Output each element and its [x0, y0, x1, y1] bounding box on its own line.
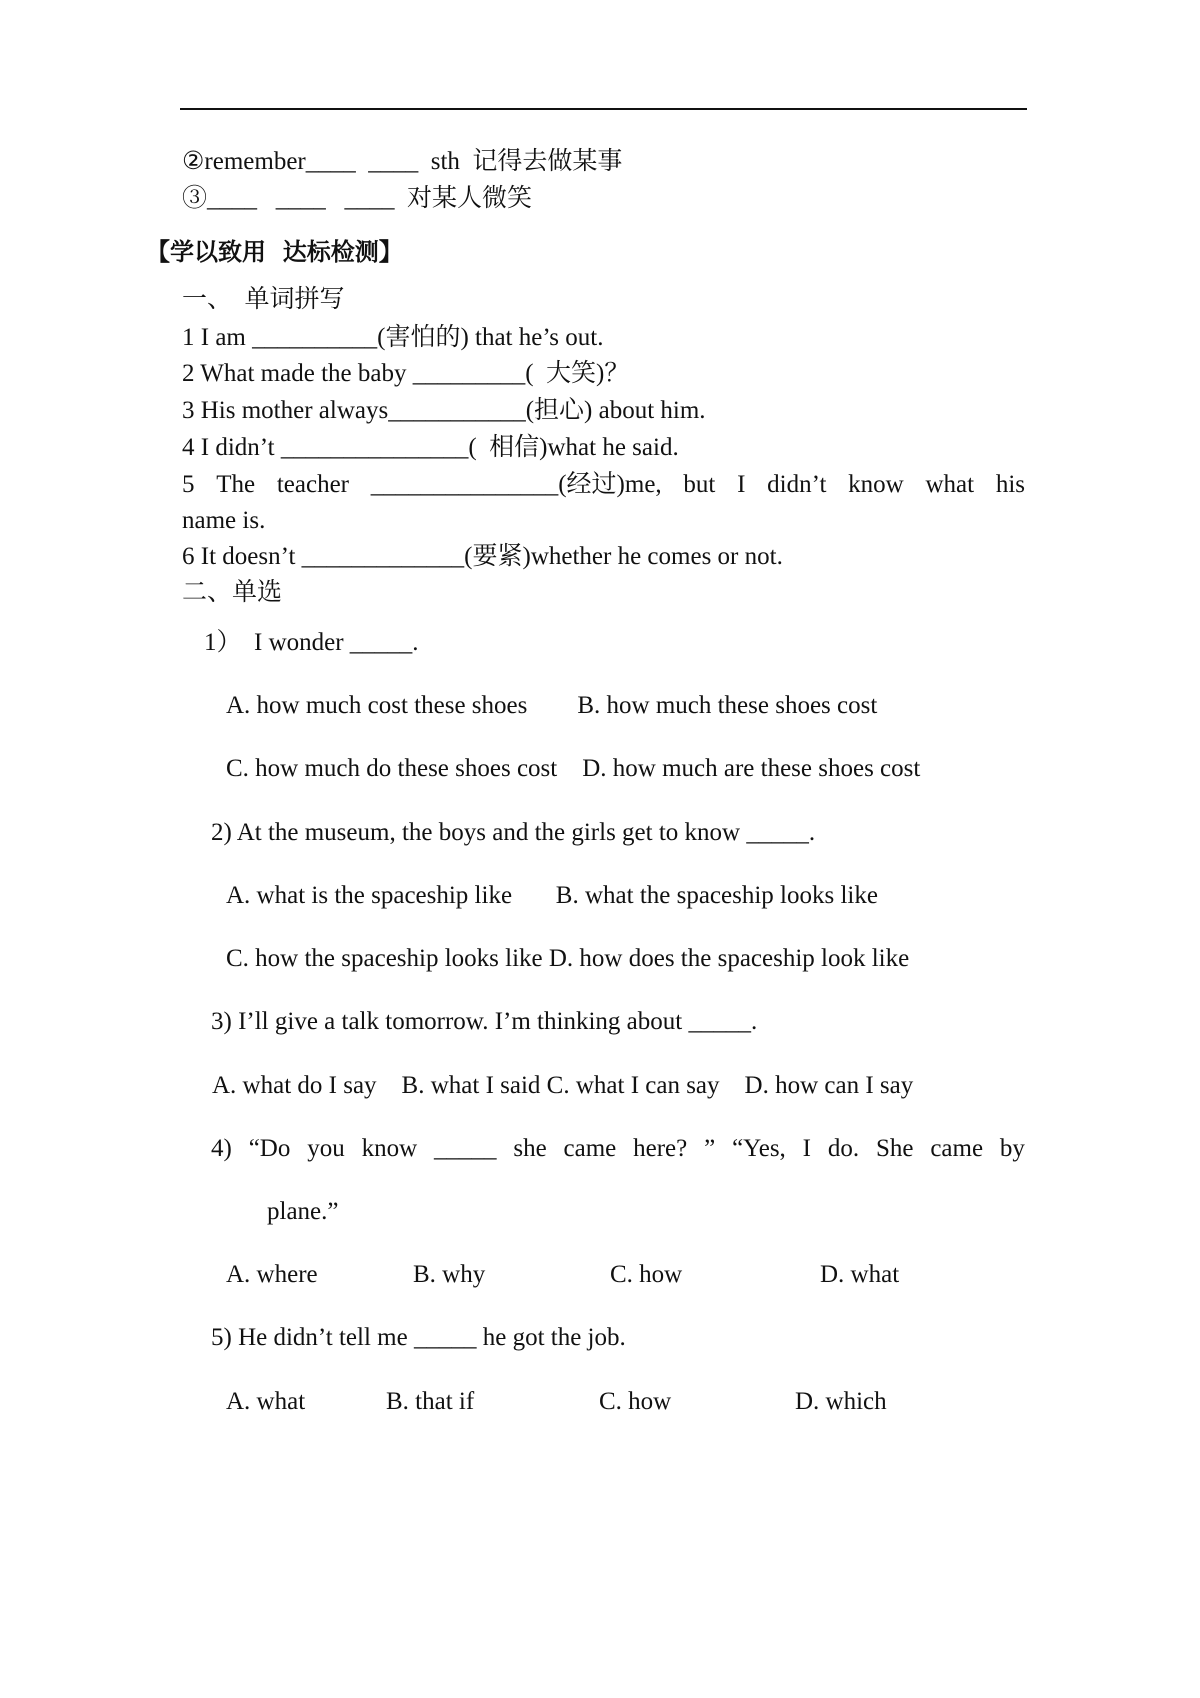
word: came — [930, 1135, 984, 1162]
part2-question-4-option-a: A. where — [226, 1261, 318, 1288]
word: came — [563, 1135, 617, 1162]
part2-question-3-options: A. what do I say B. what I said C. what I can say D. how can I say — [212, 1072, 914, 1099]
part2-question-2: 2) At the museum, the boys and the girls get to know _____. — [211, 819, 816, 846]
part2-title: 二、单选 — [182, 579, 283, 606]
word: The — [216, 471, 256, 498]
part2-question-5-option-d: D. which — [795, 1388, 887, 1415]
part1-question-2: 2 What made the baby _________( 大笑)？ — [182, 360, 630, 387]
word: I — [737, 471, 746, 498]
part2-question-1: 1） I wonder _____. — [204, 629, 419, 656]
word: I — [802, 1135, 811, 1162]
part1-question-5-continued: name is. — [182, 507, 266, 534]
word: know — [361, 1135, 418, 1162]
part1-title: 一、 单词拼写 — [182, 286, 345, 313]
word: know — [848, 471, 904, 498]
word: what — [925, 471, 975, 498]
phrase-item-2: ②remember____ ____ sth 记得去做某事 — [182, 148, 623, 175]
word: here? — [633, 1135, 688, 1162]
word: she — [513, 1135, 547, 1162]
word: _____ — [433, 1135, 497, 1162]
word: 4) — [211, 1135, 232, 1162]
part1-question-3: 3 His mother always___________(担心) about him. — [182, 397, 706, 424]
part1-question-6: 6 It doesn’t _____________(要紧)whether he comes or not. — [182, 543, 783, 570]
part2-question-4-option-d: D. what — [820, 1261, 900, 1288]
part2-question-2-options-cd: C. how the spaceship looks like D. how does the spaceship look like — [226, 945, 910, 972]
part1-question-4: 4 I didn’t _______________( 相信)what he said. — [182, 434, 679, 461]
word: you — [307, 1135, 345, 1162]
part2-question-4-option-c: C. how — [610, 1261, 683, 1288]
word: “Yes, — [732, 1135, 786, 1162]
part1-question-1: 1 I am __________(害怕的) that he’s out. — [182, 324, 604, 351]
top-rule — [180, 108, 1027, 110]
word: “Do — [248, 1135, 291, 1162]
part1-question-5 — [182, 469, 1025, 501]
part2-question-5-option-c: C. how — [599, 1388, 672, 1415]
phrase-item-3: ③____ ____ ____ 对某人微笑 — [182, 185, 533, 212]
word: She — [875, 1135, 914, 1162]
word: 5 — [182, 471, 195, 498]
part2-question-5-option-b: B. that if — [386, 1388, 475, 1415]
word: his — [995, 471, 1025, 498]
word: do. — [827, 1135, 860, 1162]
part2-question-5: 5) He didn’t tell me _____ he got the job. — [211, 1324, 626, 1351]
part2-question-4-continued: plane.” — [267, 1198, 339, 1225]
part2-question-4 — [211, 1133, 1025, 1165]
word: ” — [704, 1135, 716, 1162]
word: by — [999, 1135, 1025, 1162]
part2-question-1-options-ab: A. how much cost these shoes B. how much these shoes cost — [226, 692, 878, 719]
part2-question-4-option-b: B. why — [413, 1261, 486, 1288]
part2-question-5-option-a: A. what — [226, 1388, 306, 1415]
section-heading: 【学以致用 达标检测】 — [146, 238, 403, 266]
part2-question-2-options-ab: A. what is the spaceship like B. what the spaceship looks like — [226, 882, 878, 909]
word: but — [683, 471, 716, 498]
word: _______________(经过)me, — [370, 471, 662, 498]
part2-question-1-options-cd: C. how much do these shoes cost D. how much are these shoes cost — [226, 755, 921, 782]
word: didn’t — [767, 471, 827, 498]
word: teacher — [276, 471, 349, 498]
part2-question-3: 3) I’ll give a talk tomorrow. I’m thinking about _____. — [211, 1008, 758, 1035]
